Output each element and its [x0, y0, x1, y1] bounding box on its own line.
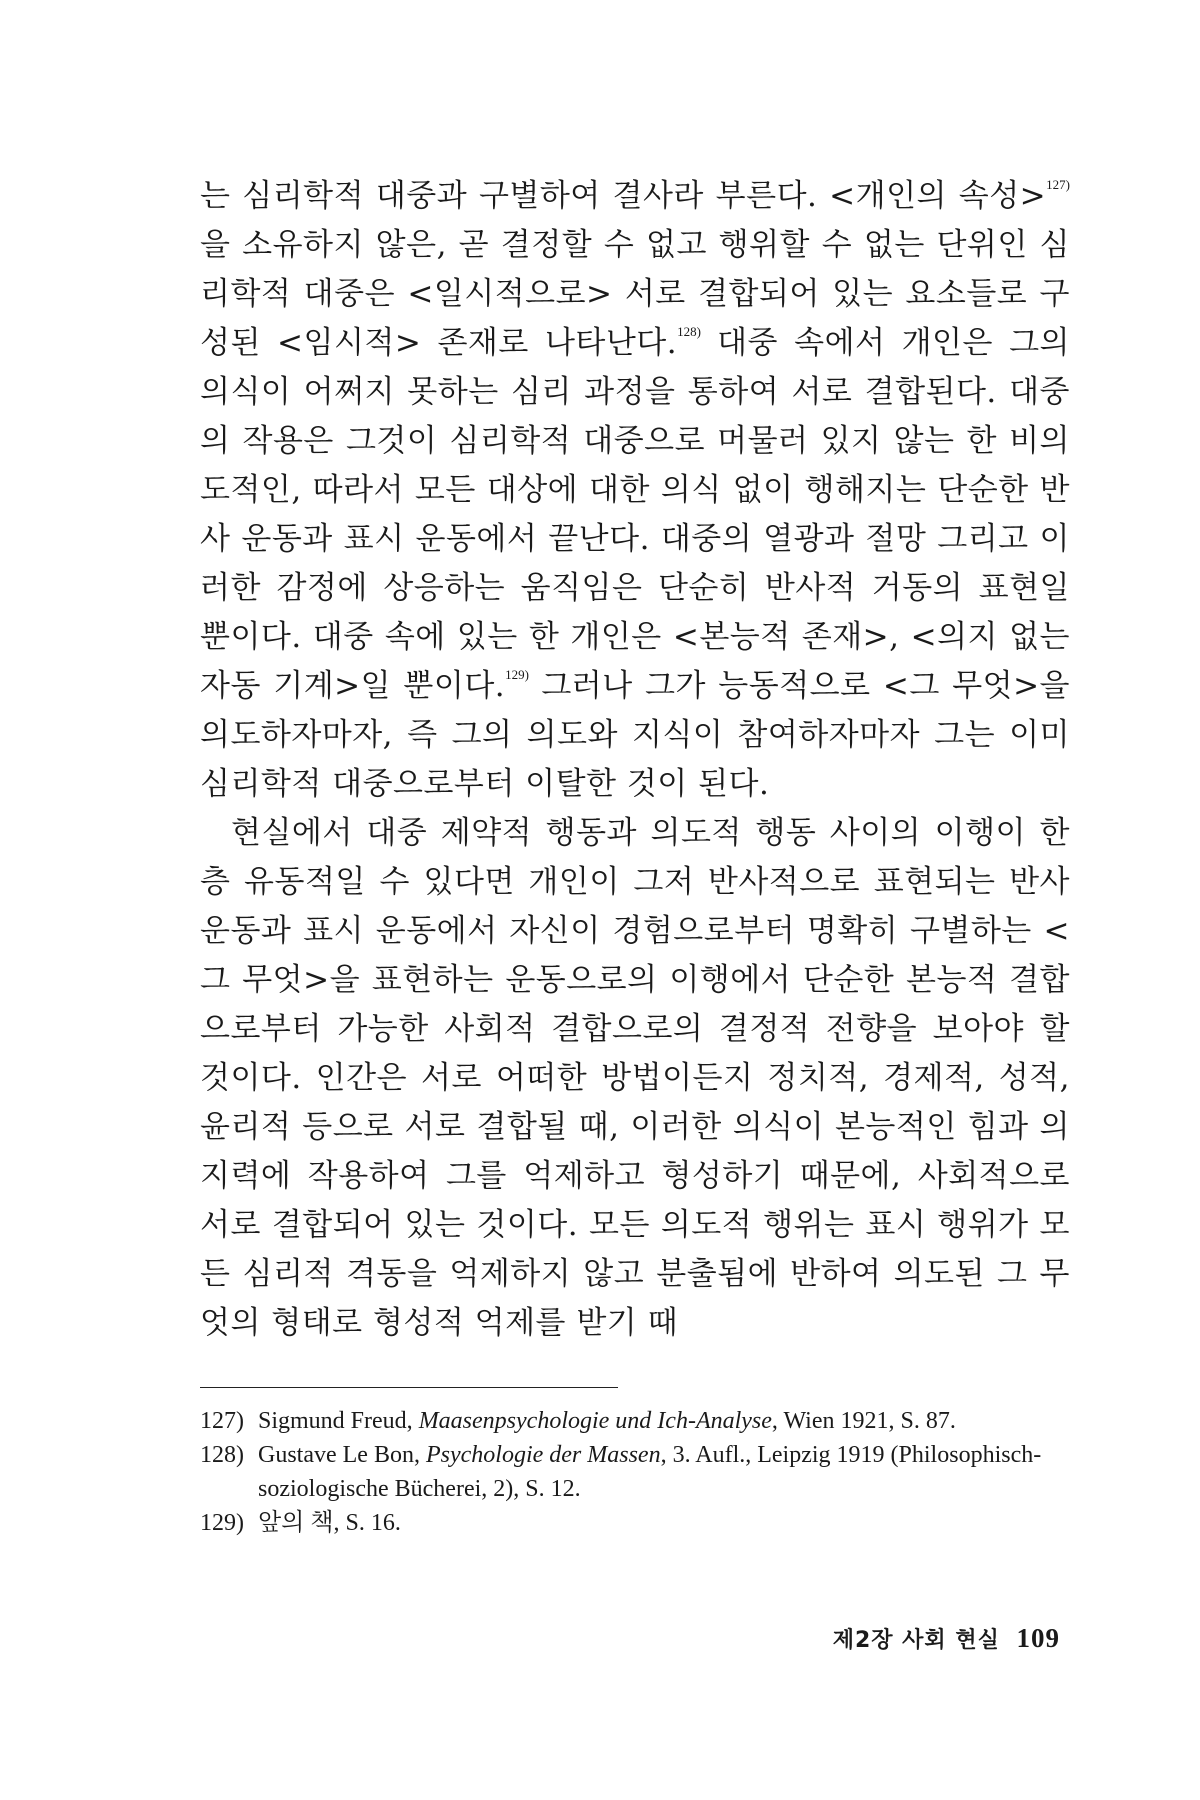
footnote: [200, 1438, 1080, 1506]
footnote-number: 128): [200, 1442, 244, 1468]
footnote-title: Maasenpsychologie und Ich-Analyse: [418, 1408, 772, 1434]
footnotes: [200, 1404, 1080, 1540]
chapter-title: 제2장 사회 현실: [832, 1628, 1000, 1653]
page-number: 109: [1016, 1623, 1060, 1653]
footnote-text-part: , 3. Aufl., Leipzig 1919 (Philosophisch-soziologische Bücherei, 2), S. 12.: [258, 1442, 1042, 1502]
footnote: [200, 1404, 1080, 1438]
footnote-text-part: , Wien 1921, S. 87.: [771, 1408, 956, 1434]
running-footer: [833, 1623, 1060, 1654]
footnote-text-part: Sigmund Freud,: [258, 1408, 419, 1434]
paragraph: [200, 809, 1070, 1348]
footnote-number: 127): [200, 1408, 244, 1434]
footnote-text-part: Gustave Le Bon,: [258, 1442, 426, 1468]
footnote-text: [258, 1506, 1080, 1540]
footnote-text: [258, 1438, 1080, 1506]
footnote-marker: 129): [505, 667, 529, 682]
text-segment: 는 심리학적 대중과 구별하여 결사라 부른다. <개인의 속성>: [200, 178, 1047, 214]
footnote-title: Psychologie der Massen: [425, 1442, 661, 1468]
text-segment: 그러나 그가 능동적으로 <그 무엇>을 의도하자마자, 즉 그의 의도와 지식이 참여하자마자 그는 이미 심리학적 대중으로부터 이탈한 것이 된다.: [200, 668, 1071, 802]
body-text: [200, 172, 1070, 1348]
footnote-number: 129): [200, 1510, 244, 1536]
footnote-text-part: 앞의 책, S. 16.: [258, 1510, 401, 1536]
paragraph: [200, 172, 1070, 809]
footnote-marker: 127): [1046, 177, 1070, 192]
footnote: [200, 1506, 1080, 1540]
footnote-text: [258, 1404, 1080, 1438]
footnote-separator: [200, 1387, 618, 1388]
text-segment: 을 소유하지 않은, 곧 결정할 수 없고 행위할 수 없는 단위인 심리학적 대중은 <일시적으로> 서로 결합되어 있는 요소들로 구성된 <임시적> 존재로 나타난다.: [200, 227, 1070, 361]
footnote-marker: 128): [677, 324, 701, 339]
text-segment: 대중 속에서 개인은 그의 의식이 어쩌지 못하는 심리 과정을 통하여 서로 결합된다. 대중의 작용은 그것이 심리학적 대중으로 머물러 있지 않는 한 비의도적인, 따라서 모든 대상에 대한 의식 없이 행해지는 단순한 반사 운동과 표시 운동에서 끝난다. 대중의 열광과 절망 그리고 이러한 감정에 상응하는 움직임은 단순히 반사적 거동의 표현일 뿐이다. 대중 속에 있는 한 개인은 <본능적 존재>, <의지 없는 자동 기계>일 뿐이다.: [200, 325, 1070, 704]
text-segment: 현실에서 대중 제약적 행동과 의도적 행동 사이의 이행이 한층 유동적일 수 있다면 개인이 그저 반사적으로 표현되는 반사 운동과 표시 운동에서 자신이 경험으로부터 명확히 구별하는 <그 무엇>을 표현하는 운동으로의 이행에서 단순한 본능적 결합으로부터 가능한 사회적 결합으로의 결정적 전향을 보아야 할 것이다. 인간은 서로 어떠한 방법이든지 정치적, 경제적, 성적, 윤리적 등으로 서로 결합될 때, 이러한 의식이 본능적인 힘과 의지력에 작용하여 그를 억제하고 형성하기 때문에, 사회적으로 서로 결합되어 있는 것이다. 모든 의도적 행위는 표시 행위가 모든 심리적 격동을 억제하지 않고 분출됨에 반하여 의도된 그 무엇의 형태로 형성적 억제를 받기 때: [200, 815, 1070, 1341]
